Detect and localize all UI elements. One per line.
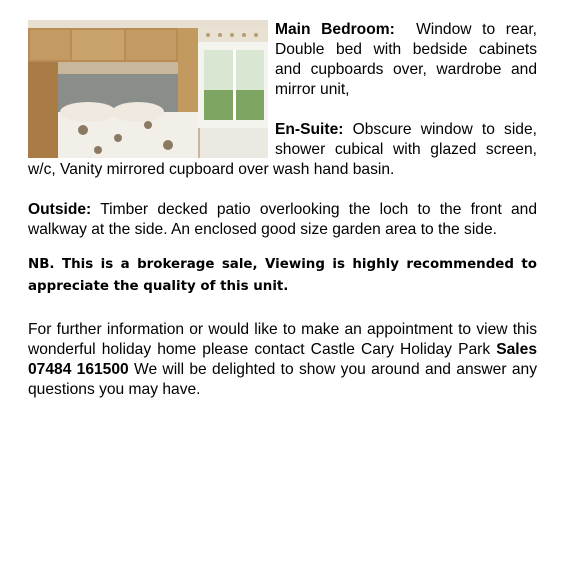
bedroom-photo bbox=[28, 20, 268, 158]
bedroom-text: Window to rear, Double bed with bedside cabinets and cupboards over, wardrobe and mirror unit, bbox=[275, 21, 537, 98]
sales-phone: Sales 07484 161500 bbox=[28, 341, 537, 378]
ensuite-text: Obscure window to side, shower cubical with glazed screen, w/c, Vanity mirrored cupboard over wash hand basin. bbox=[28, 121, 537, 178]
ensuite-heading: En-Suite: bbox=[275, 121, 344, 138]
bedroom-heading: Main Bedroom: bbox=[275, 21, 395, 38]
bedroom-photo-image bbox=[28, 20, 268, 158]
contact-closing: We will be delighted to show you around and answer any questions you may have. bbox=[28, 361, 537, 398]
outside-heading: Outside: bbox=[28, 201, 92, 218]
property-description bbox=[28, 20, 537, 400]
contact-text: For further information or would like to make an appointment to view this wonderful holiday home please contact Castle Cary Holiday Park bbox=[28, 321, 537, 358]
outside-text: Timber decked patio overlooking the loch to the front and walkway at the side. An enclosed good size garden area to the side. bbox=[28, 201, 537, 238]
nb-note: NB. This is a brokerage sale, Viewing is highly recommended to appreciate the quality of this unit. bbox=[28, 257, 537, 294]
